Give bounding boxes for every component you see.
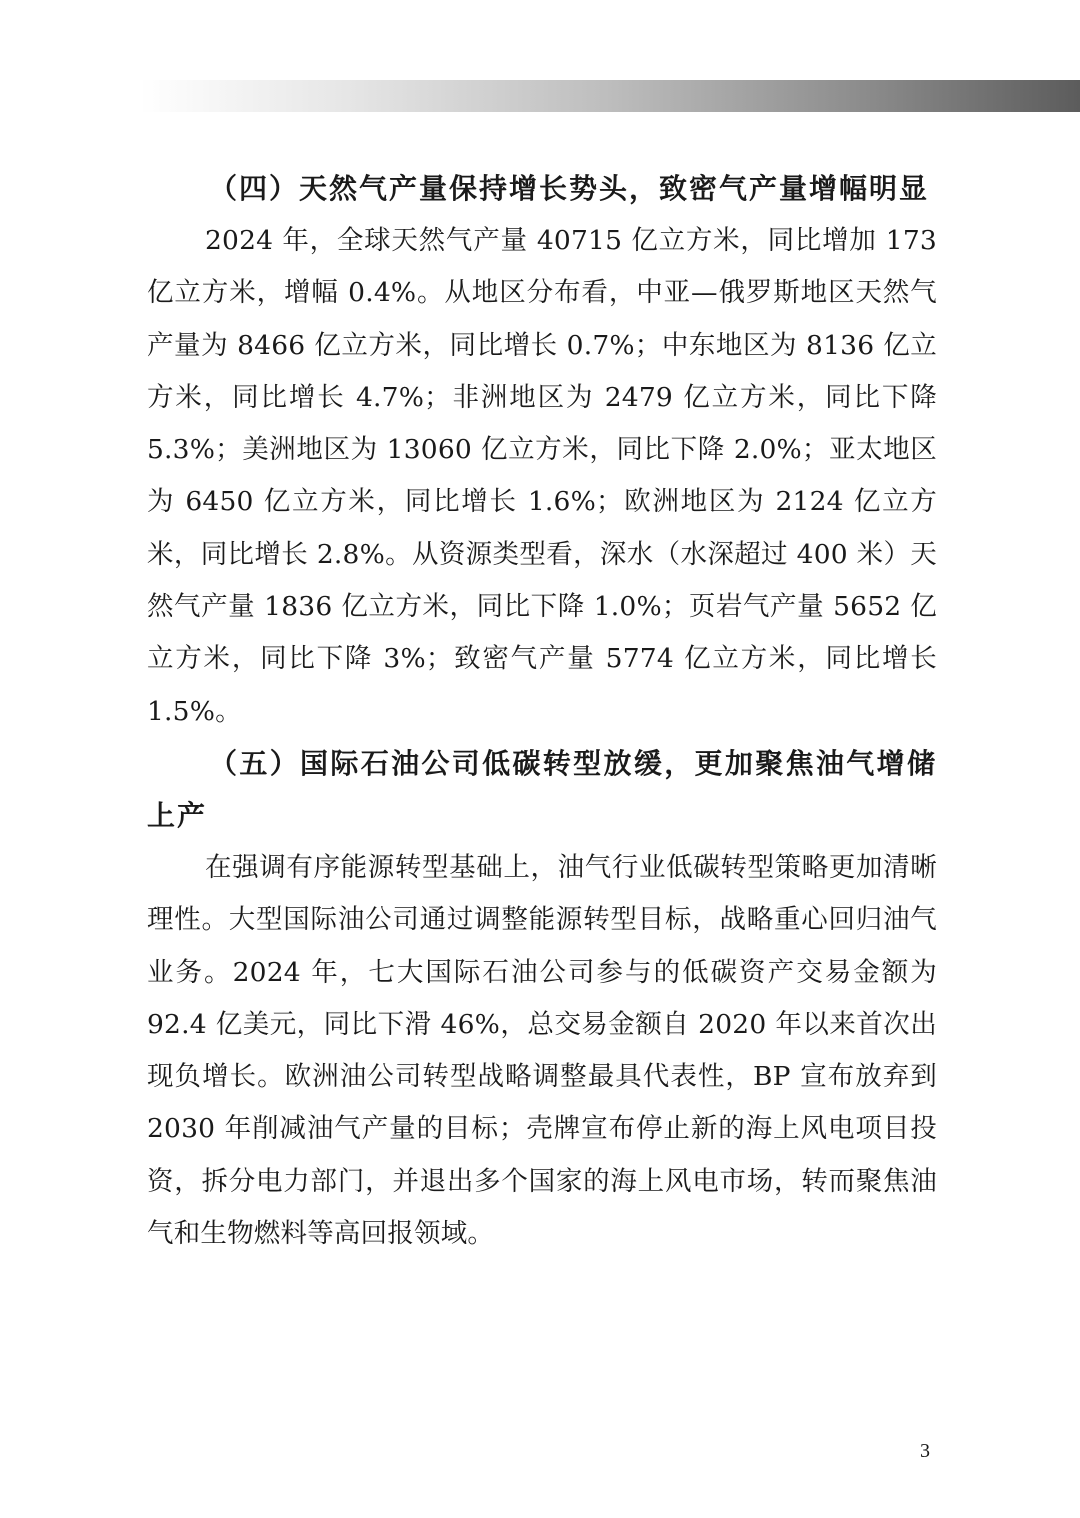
page-body	[147, 163, 937, 1260]
paragraph-natural-gas: 2024 年，全球天然气产量 40715 亿立方米，同比增加 173 亿立方米，增幅 0.4%。从地区分布看，中亚—俄罗斯地区天然气产量为 8466 亿立方米，同比增长 0.7%；中东地区为 8136 亿立方米，同比增长 4.7%；非洲地区为 2479 亿立方米，同比下降 5.3%；美洲地区为 13060 亿立方米，同比下降 2.0%；亚太地区为 6450 亿立方米，同比增长 1.6%；欧洲地区为 2124 亿立方米，同比增长 2.8%。从资源类型看，深水（水深超过 400 米）天然气产量 1836 亿立方米，同比下降 1.0%；页岩气产量 5652 亿立方米，同比下降 3%；致密气产量 5774 亿立方米，同比增长 1.5%。	[147, 225, 937, 727]
page-number: 3	[920, 1440, 930, 1462]
section-heading-5: （五）国际石油公司低碳转型放缓，更加聚焦油气增储上产	[147, 746, 937, 832]
section-heading-4: （四）天然气产量保持增长势头，致密气产量增幅明显	[209, 172, 930, 205]
paragraph-low-carbon: 在强调有序能源转型基础上，油气行业低碳转型策略更加清晰理性。大型国际油公司通过调整能源转型目标，战略重心回归油气业务。2024 年，七大国际石油公司参与的低碳资产交易金额为 92.4 亿美元，同比下滑 46%，总交易金额自 2020 年以来首次出现负增长。欧洲油公司转型战略调整最具代表性，BP 宣布放弃到 2030 年削减油气产量的目标；壳牌宣布停止新的海上风电项目投资，拆分电力部门，并退出多个国家的海上风电市场，转而聚焦油气和生物燃料等高回报领域。	[147, 851, 937, 1250]
header-gradient-bar	[140, 80, 1080, 112]
